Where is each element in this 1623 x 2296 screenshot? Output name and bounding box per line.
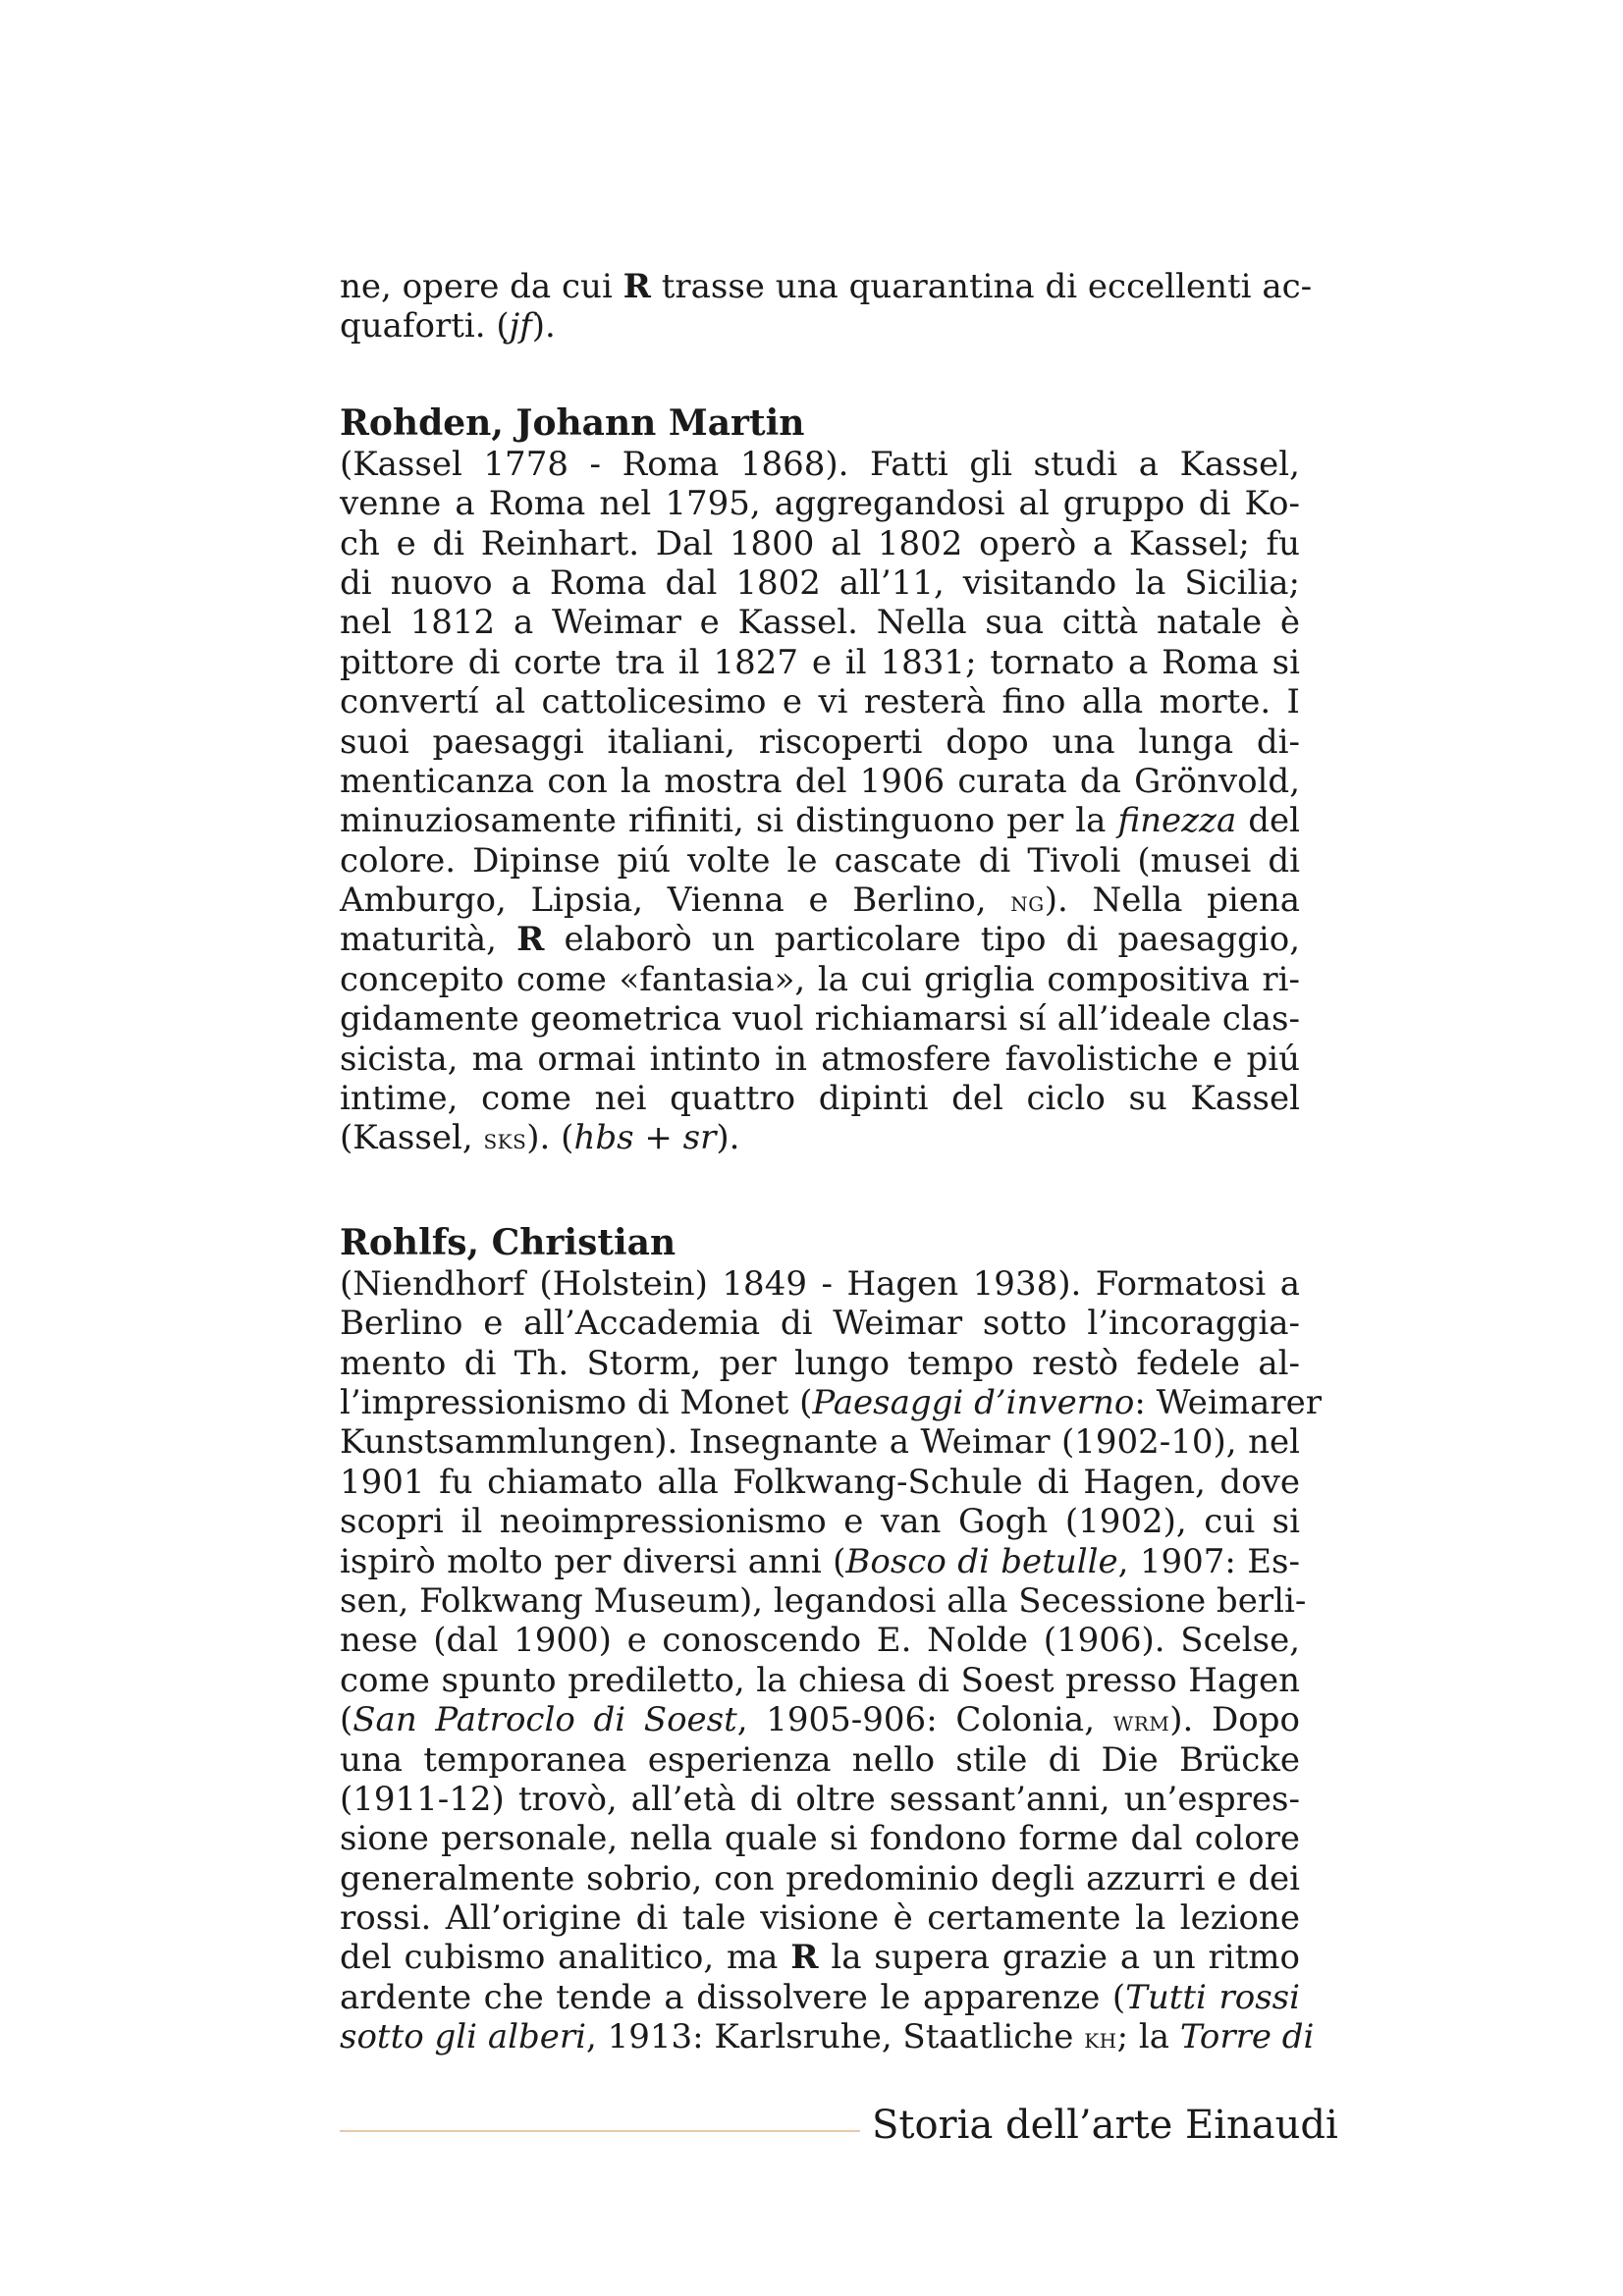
entry-heading: Rohlfs, Christian (340, 1221, 676, 1263)
bold-run: R (516, 920, 545, 960)
text-run: maturità, (340, 920, 517, 960)
spacer (340, 347, 1300, 401)
text-run: come spunto prediletto, la chiesa di Soest presso Hagen (340, 1660, 1300, 1700)
italic-run: Tutti rossi (1125, 1977, 1300, 2017)
text-line (340, 643, 1300, 682)
text-line (340, 2017, 1315, 2057)
text-line (340, 1463, 1300, 1502)
text-line (340, 1502, 1300, 1541)
text-line (340, 841, 1300, 881)
text-run: nese (dal 1900) e conoscendo E. Nolde (1906). Scelse, (340, 1621, 1300, 1661)
text-run: trasse una quarantina di eccellenti ac- (650, 267, 1313, 306)
text-line (340, 682, 1300, 721)
footer-rule (340, 2130, 860, 2132)
text-run: ; la (1116, 2017, 1180, 2057)
text-run: Amburgo, Lipsia, Vienna e Berlino, (340, 881, 1011, 921)
text-run: : Weimarer (1134, 1382, 1322, 1422)
text-line (340, 1118, 1300, 1157)
text-run: quaforti. ( (340, 306, 510, 347)
italic-run: jf (509, 306, 532, 347)
text-run: rossi. All’origine di tale visione è certamente la lezione (340, 1898, 1300, 1939)
text-run: di nuovo a Roma dal 1802 all’11, visitando la Sicilia; (340, 562, 1300, 603)
text-line (340, 524, 1300, 563)
bold-run: R (790, 1938, 819, 1978)
text-line (340, 1422, 1300, 1462)
text-run: una temporanea esperienza nello stile di Die Brücke (340, 1739, 1300, 1780)
text-line (340, 1382, 1322, 1422)
text-run: nel 1812 a Weimar e Kassel. Nella sua città natale è (340, 603, 1300, 643)
text-line (340, 445, 1300, 484)
text-line (340, 1780, 1300, 1819)
text-line (340, 1621, 1300, 1660)
text-run: sicista, ma ormai intinto in atmosfere favolistiche e piú (340, 1039, 1300, 1079)
text-line (340, 267, 1313, 306)
text-run: sione personale, nella quale si fondono forme dal colore (340, 1819, 1300, 1859)
text-run: 1901 fu chiamato alla Folkwang-Schule di Hagen, dove (340, 1462, 1300, 1502)
text-run: intime, come nei quattro dipinti del ciclo su Kassel (340, 1079, 1300, 1119)
italic-run: Torre di (1179, 2017, 1315, 2057)
text-run: ). (716, 1118, 740, 1158)
text-line (340, 1859, 1300, 1898)
footer-title: Storia dell’arte Einaudi (872, 2103, 1338, 2148)
text-run: venne a Roma nel 1795, aggregandosi al gruppo di Ko- (340, 484, 1300, 524)
text-run: del cubismo analitico, ma (340, 1938, 791, 1978)
text-line (340, 306, 1300, 346)
entry-rohden (340, 401, 1300, 1158)
small-caps-run: ng (1010, 885, 1045, 919)
text-run: (Kassel, (340, 1118, 484, 1158)
entry-body (340, 445, 1300, 1158)
text-run: ( (340, 1700, 353, 1740)
text-run: l’impressionismo di Monet ( (340, 1382, 813, 1422)
italic-run: San Patroclo di Soest (352, 1700, 737, 1740)
text-run: mento di Th. Storm, per lungo tempo restò fedele al- (340, 1343, 1300, 1383)
text-run: ). (531, 306, 556, 347)
italic-run: Bosco di betulle (845, 1541, 1118, 1581)
text-line (340, 881, 1300, 920)
text-line (340, 1700, 1300, 1739)
text-run: Berlino e all’Accademia di Weimar sotto l’incoraggia- (340, 1304, 1300, 1344)
text-run: ispirò molto per diversi anni ( (340, 1541, 846, 1581)
text-line (340, 722, 1300, 762)
text-run: ardente che tende a dissolvere le apparenze ( (340, 1977, 1126, 2017)
italic-run: Paesaggi d’inverno (812, 1382, 1135, 1422)
text-run: Kunstsammlungen). Insegnante a Weimar (1902-10), nel (340, 1422, 1300, 1463)
text-line (340, 1079, 1300, 1118)
text-run: del (1236, 801, 1300, 841)
italic-run: finezza (1117, 801, 1237, 841)
text-run: , 1907: Es- (1117, 1541, 1300, 1581)
text-run: concepito come «fantasia», la cui griglia compositiva ri- (340, 959, 1300, 999)
text-line (340, 1542, 1300, 1581)
text-line (340, 484, 1300, 523)
entry-heading: Rohden, Johann Martin (340, 401, 805, 444)
text-line (340, 563, 1300, 603)
text-run: colore. Dipinse piú volte le cascate di Tivoli (musei di (340, 840, 1300, 881)
text-run: (1911-12) trovò, all’età di oltre sessant’anni, un’espres- (340, 1779, 1300, 1819)
italic-run: hbs + sr (573, 1118, 717, 1158)
entry-continuation (340, 267, 1313, 347)
text-run: gidamente geometrica vuol richiamarsi sí all’ideale clas- (340, 999, 1300, 1040)
bold-run: R (622, 267, 651, 306)
text-run: suoi paesaggi italiani, riscoperti dopo una lunga di- (340, 721, 1300, 762)
text-line (340, 1304, 1300, 1343)
text-line (340, 999, 1300, 1039)
text-line (340, 1040, 1300, 1079)
text-run: ). ( (526, 1118, 574, 1158)
text-run: generalmente sobrio, con predominio degli azzurri e dei (340, 1858, 1300, 1898)
text-run: sen, Folkwang Museum), legandosi alla Secessione berli- (340, 1580, 1307, 1621)
text-run: , 1905-906: Colonia, (736, 1700, 1113, 1740)
text-run: minuziosamente rifiniti, si distinguono per la (340, 801, 1118, 841)
text-run: (Kassel 1778 - Roma 1868). Fatti gli studi a Kassel, (340, 444, 1300, 484)
text-line (340, 603, 1300, 642)
text-run: ne, opere da cui (340, 267, 623, 306)
text-line (340, 1344, 1300, 1383)
text-line (340, 1264, 1300, 1304)
text-line (340, 1580, 1307, 1621)
spacer (340, 1158, 1300, 1221)
text-run: la supera grazie a un ritmo (818, 1938, 1301, 1978)
small-caps-run: sks (483, 1123, 527, 1156)
entry-rohlfs (340, 1221, 1322, 2057)
text-run: ch e di Reinhart. Dal 1800 al 1802 operò a Kassel; fu (340, 523, 1300, 563)
text-line (340, 801, 1300, 840)
entry-body (340, 1263, 1322, 2057)
text-run: convertí al cattolicesimo e vi resterà fino alla morte. I (340, 682, 1300, 722)
page-text (340, 267, 1322, 2057)
text-run: pittore di corte tra il 1827 e il 1831; tornato a Roma si (340, 642, 1300, 682)
text-run: elaborò un particolare tipo di paesaggio, (544, 920, 1300, 960)
text-line (340, 1740, 1300, 1780)
text-line (340, 1938, 1300, 1977)
text-run: menticanza con la mostra del 1906 curata da Grönvold, (340, 761, 1300, 801)
text-run: (Niendhorf (Holstein) 1849 - Hagen 1938). Formatosi a (340, 1263, 1300, 1304)
text-run: ). Dopo (1169, 1700, 1300, 1740)
text-line (340, 1819, 1300, 1858)
small-caps-run: kh (1084, 2022, 1117, 2056)
text-run: ). Nella piena (1044, 881, 1301, 921)
text-line (340, 1661, 1300, 1700)
text-line (340, 1978, 1300, 2017)
small-caps-run: wrm (1112, 1705, 1170, 1738)
text-line (340, 960, 1300, 999)
text-run: , 1913: Karlsruhe, Staatliche (586, 2017, 1085, 2057)
text-line (340, 1898, 1300, 1938)
italic-run: sotto gli alberi (340, 2017, 586, 2057)
text-line (340, 920, 1300, 959)
text-run: scopri il neoimpressionismo e van Gogh (1902), cui si (340, 1502, 1300, 1542)
text-line (340, 762, 1300, 801)
